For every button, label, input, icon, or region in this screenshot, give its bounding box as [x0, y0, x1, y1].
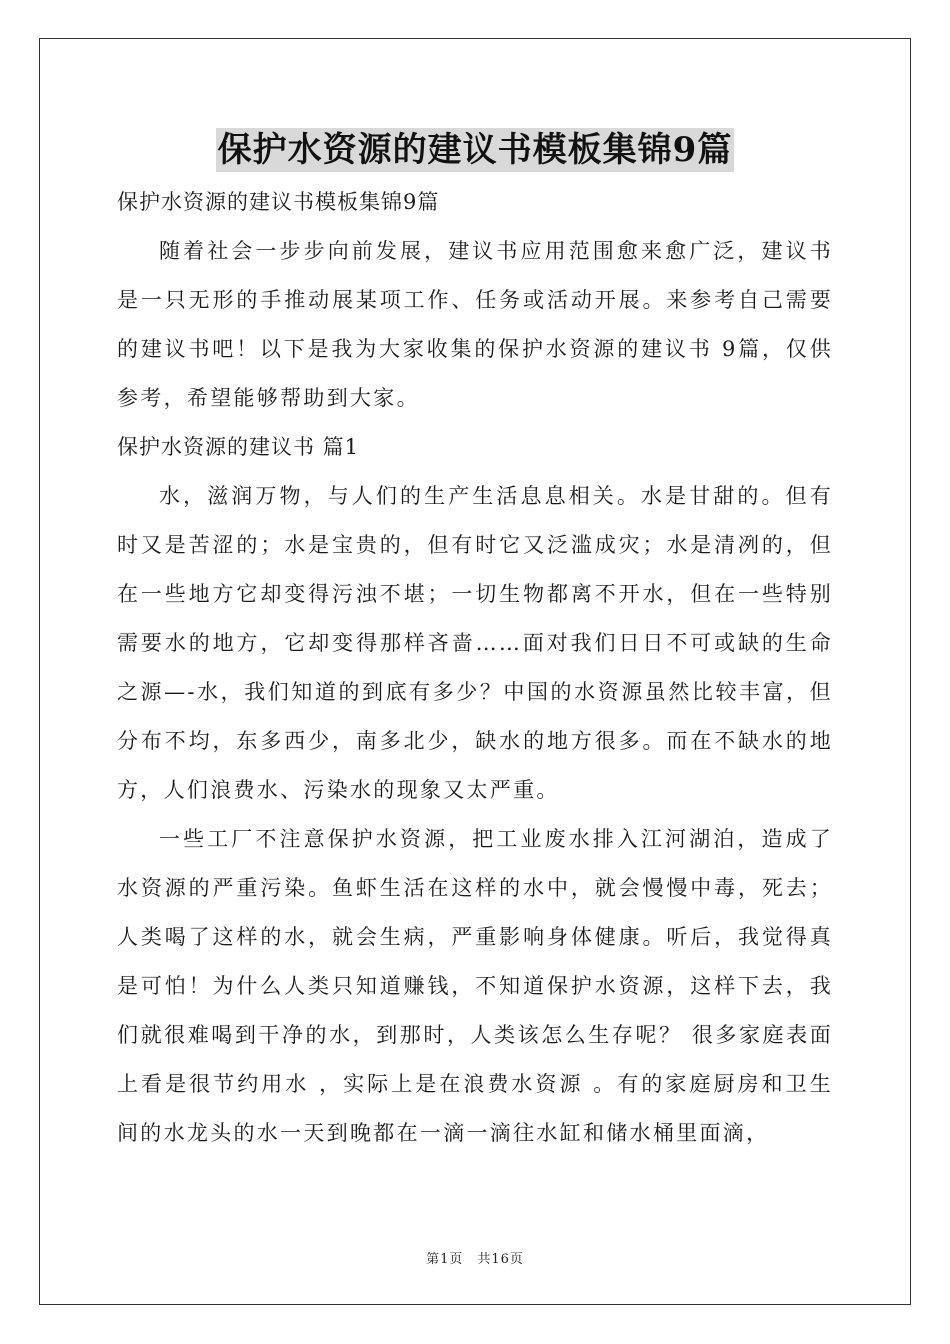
body-paragraph-1: 水，滋润万物，与人们的生产生活息息相关。水是甘甜的。但有时又是苦涩的；水是宝贵的，但有时它又泛滥成灾；水是清冽的，但在一些地方它却变得污浊不堪；一切生物都离不开水，但在一些特别需要水的地方，它却变得那样吝啬……面对我们日日不可或缺的生命之源—-水，我们知道的到底有多少？中国的水资源虽然比较丰富，但分布不均，东多西少，南多北少，缺水的地方很多。而在不缺水的地方，人们浪费水、污染水的现象又太严重。: [117, 484, 833, 802]
intro-paragraph: 随着社会一步步向前发展，建议书应用范围愈来愈广泛，建议书是一只无形的手推动展某项工作、任务或活动开展。来参考自己需要的建议书吧！以下是我为大家收集的保护水资源的建议书 9篇，仅供参考，希望能够帮助到大家。: [117, 239, 833, 410]
document-body: [117, 178, 833, 1158]
subtitle-line: 保护水资源的建议书模板集锦9篇: [117, 190, 440, 214]
section-heading: 保护水资源的建议书 篇1: [117, 435, 360, 459]
page-footer: 第1页 共16页: [426, 1252, 524, 1267]
title-container: [0, 128, 950, 172]
body-paragraph-2: 一些工厂不注意保护水资源，把工业废水排入江河湖泊，造成了水资源的严重污染。鱼虾生活在这样的水中，就会慢慢中毒，死去；人类喝了这样的水，就会生病，严重影响身体健康。听后，我觉得真是可怕！为什么人类只知道赚钱，不知道保护水资源，这样下去，我们就很难喝到干净的水，到那时，人类该怎么生存呢？ 很多家庭表面上看是很节约用水 ，实际上是在浪费水资源 。有的家庭厨房和卫生间的水龙头的水一天到晚都在一滴一滴往水缸和储水桶里面滴，: [117, 827, 833, 1145]
document-title: 保护水资源的建议书模板集锦9篇: [217, 130, 733, 170]
